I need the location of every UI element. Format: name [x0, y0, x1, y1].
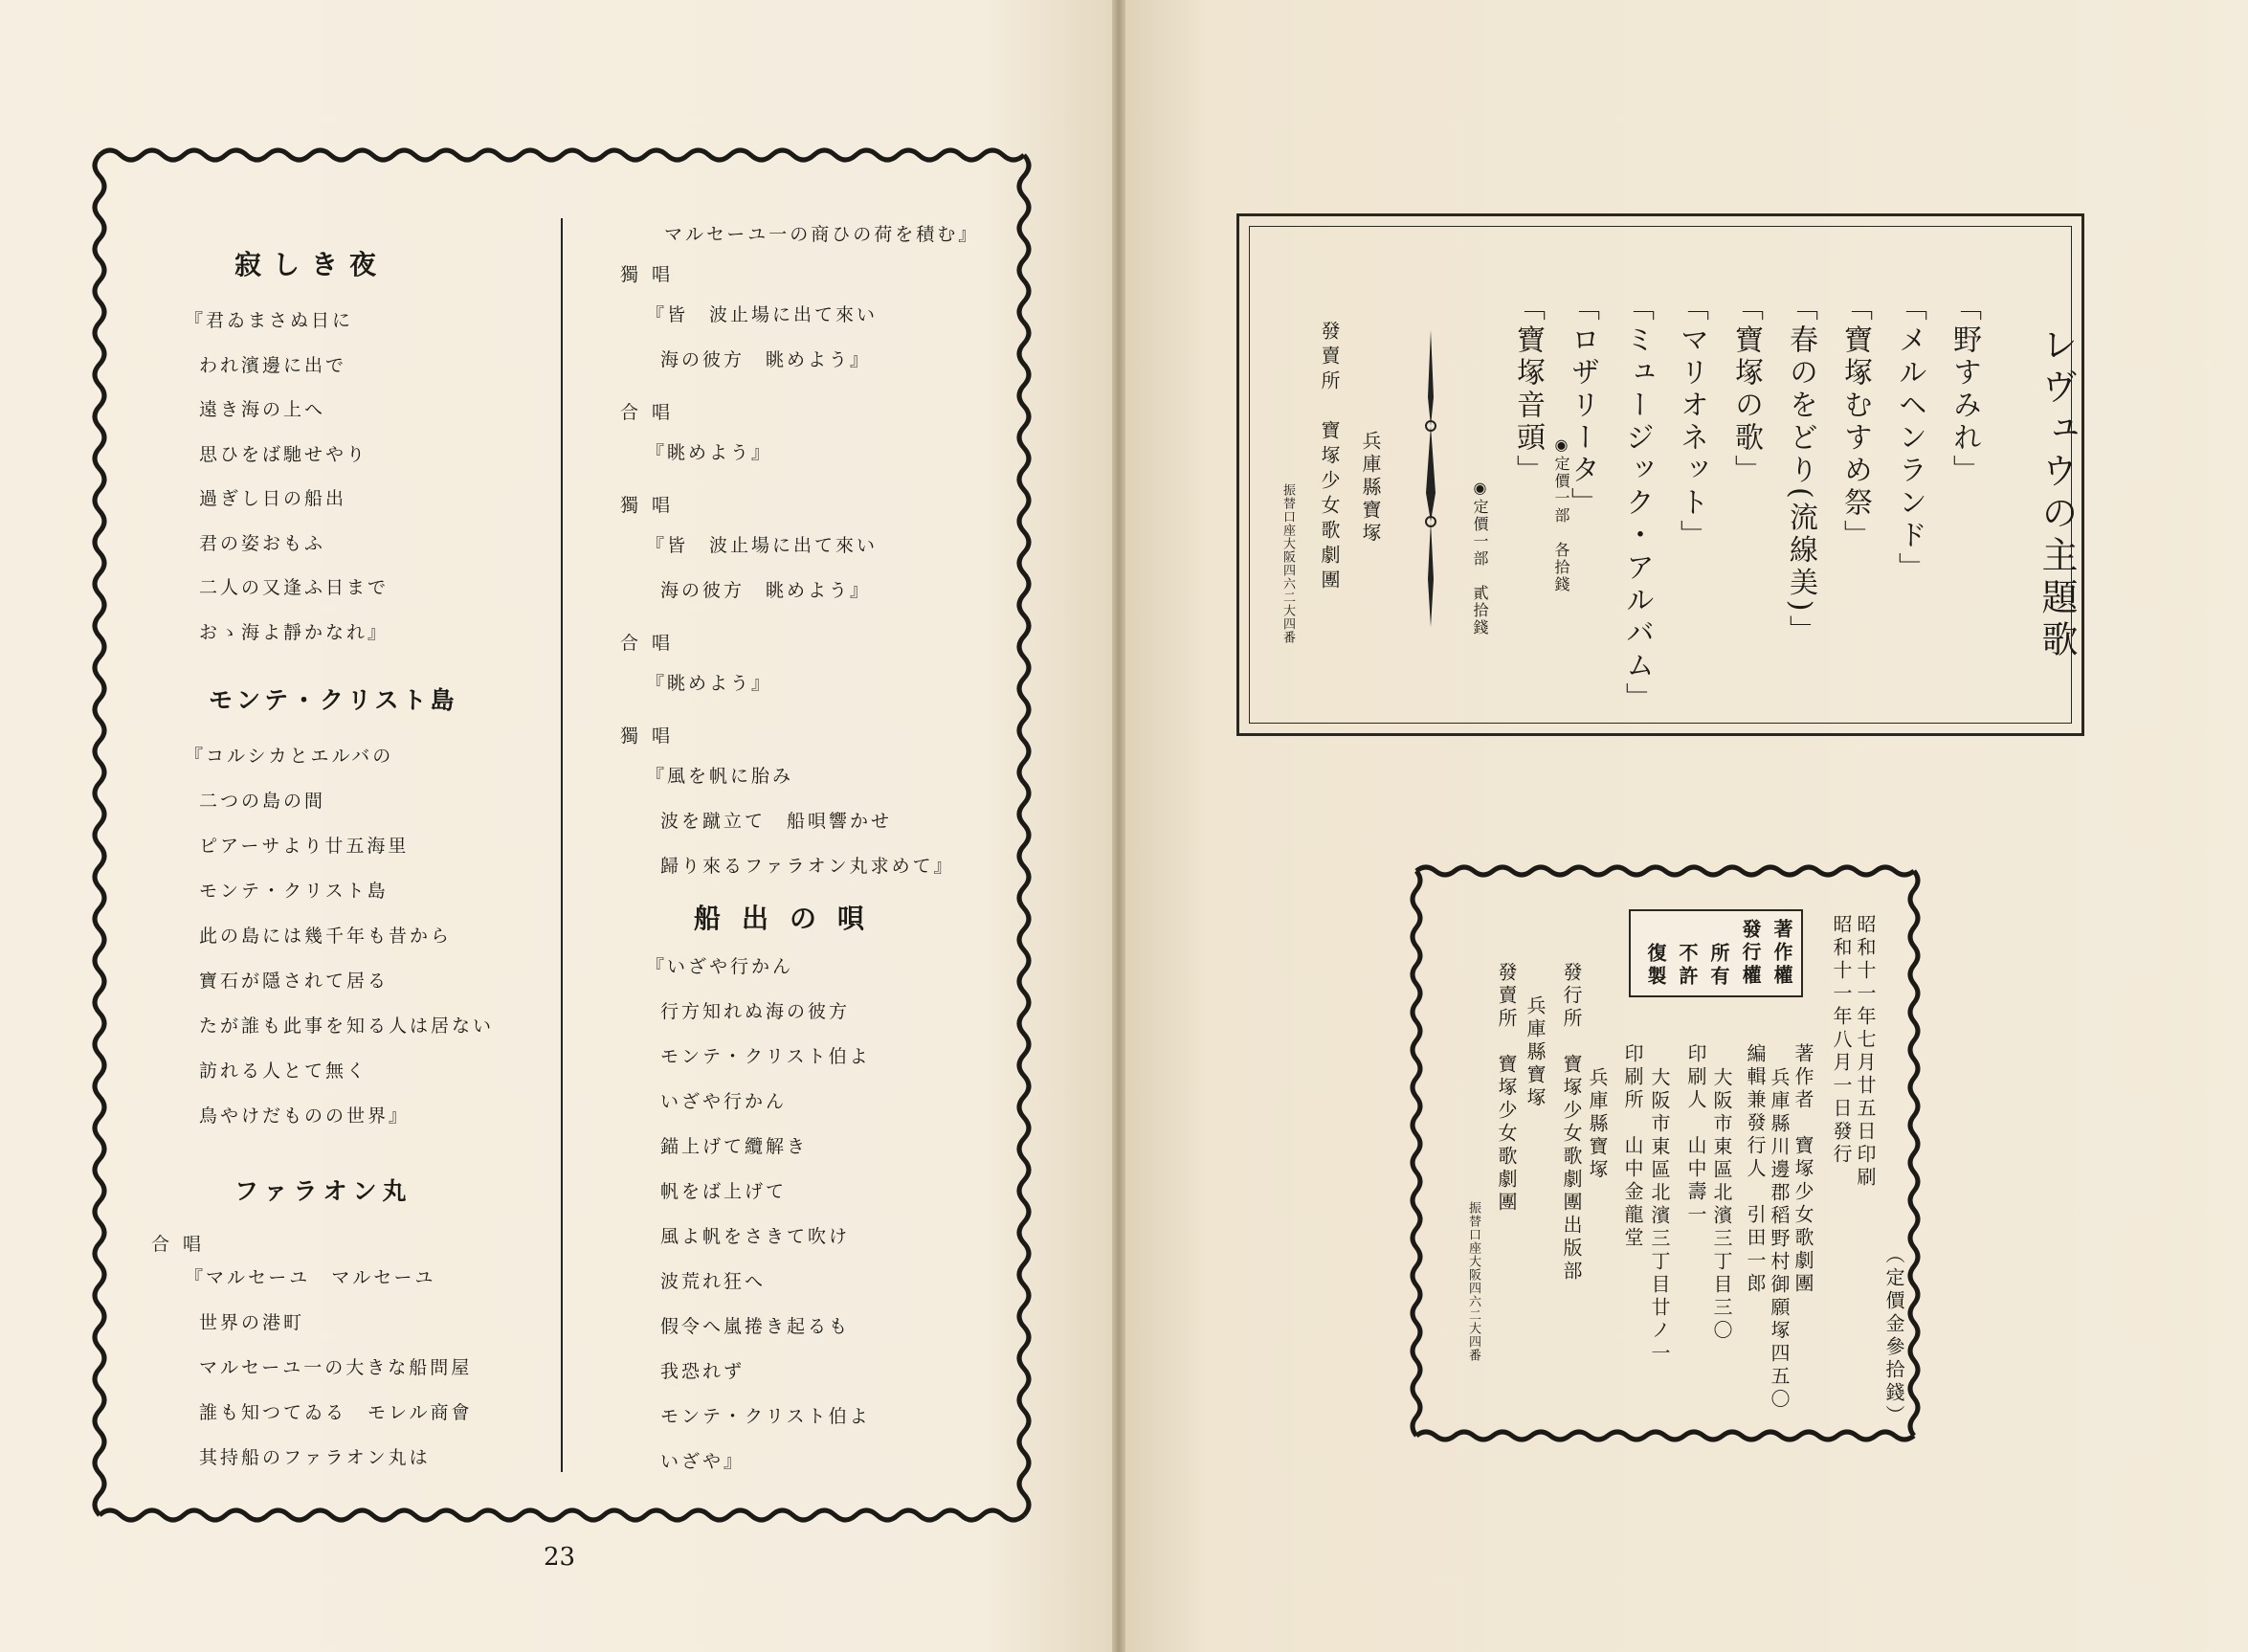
lyric-line: 錨上げて纜解き [660, 1136, 809, 1157]
lyric-line: 君の姿おもふ [199, 532, 326, 554]
lyric-line: 海の彼方 眺めよう』 [660, 580, 872, 601]
book-gutter [1112, 0, 1125, 1652]
lyric-line: ピアーサより廿五海里 [199, 836, 410, 857]
lyric-line: 過ぎし日の船出 [199, 488, 347, 509]
theme-song-title: 「マリオネット」 [1675, 292, 1708, 552]
theme-song-heading: レヴュウの主題歌 [2036, 325, 2078, 662]
price-each: ◉定價一部 各拾錢 [1552, 435, 1570, 593]
colophon-printer-addr: 大阪市東區北濱三丁目三〇 [1710, 1067, 1733, 1343]
lyric-line: われ濱邊に出で [199, 354, 347, 376]
theme-publisher-place: 兵庫縣寶塚 [1359, 431, 1382, 546]
lyric-line: 『眺めよう』 [646, 673, 773, 694]
part-label: 獨唱 [620, 264, 684, 285]
lyric-line: 『風を帆に胎み [646, 766, 794, 787]
colophon-editor-addr: 兵庫縣川邊郡稻野村御願塚四五〇 [1768, 1067, 1791, 1412]
price-ondo: ◉定價一部 貳拾錢 [1471, 479, 1489, 636]
colophon-publishing: 發行所 寶塚少女歌劇團出版部 [1560, 962, 1583, 1284]
lyric-line: 其持船のファラオン丸は [199, 1447, 431, 1468]
lyric-line: 波を蹴立て 船唄響かせ [660, 811, 893, 832]
part-label: 獨唱 [620, 495, 684, 516]
theme-song-title: 「春のをどり(流線美)」 [1784, 292, 1817, 648]
lyric-line: 『眺めよう』 [646, 442, 773, 463]
song-title-pharaon-maru: ファラオン丸 [234, 1177, 412, 1205]
lyric-line: いざや行かん [660, 1091, 788, 1112]
lyric-line: 波荒れ狂へ [660, 1271, 767, 1292]
lyric-line: マルセーユ一の大きな船問屋 [199, 1357, 473, 1378]
colophon-print-shop-addr: 大阪市東區北濱三丁目廿ノ一 [1648, 1067, 1671, 1366]
theme-song-title: 「ロザリータ」 [1566, 292, 1599, 520]
lyric-line: モンテ・クリスト島 [199, 881, 389, 902]
lyric-line: 風よ帆をさきて吹け [660, 1226, 851, 1247]
colophon-author: 著作者 寶塚少女歌劇團 [1792, 1043, 1814, 1296]
continued-line: マルセーユ一の商ひの荷を積む』 [664, 224, 980, 245]
rights-notice: 復製 [1644, 943, 1667, 989]
theme-song-title: 「寶塚むすめ祭」 [1838, 292, 1872, 552]
colophon-seller: 發賣所 寶塚少女歌劇團 [1495, 962, 1518, 1215]
theme-song-title: 「メルヘンランド」 [1893, 292, 1926, 585]
lyric-line: モンテ・クリスト伯よ [660, 1406, 871, 1427]
colophon-account: 振替口座大阪四六二大四番 [1466, 1201, 1480, 1362]
colophon-printer: 印刷人 山中壽一 [1684, 1043, 1707, 1227]
theme-account: 振替口座大阪四六二大四番 [1280, 483, 1295, 644]
part-label: 合唱 [620, 633, 684, 654]
lyric-line: 海の彼方 眺めよう』 [660, 349, 872, 370]
lyric-line: 歸り來るファラオン丸求めて』 [660, 856, 955, 877]
rights-notice: 不許 [1676, 943, 1699, 989]
theme-song-title: 「寶塚の歌」 [1729, 292, 1763, 487]
lyric-line: 遠き海の上へ [199, 399, 326, 420]
lyric-line: 『マルセーユ マルセーユ [185, 1267, 436, 1288]
part-label: 合唱 [620, 402, 684, 423]
lyric-line: いざや』 [660, 1451, 746, 1472]
song-title-funade-no-uta: 船出の唄 [694, 903, 886, 934]
lyric-line: 訪れる人とて無く [199, 1060, 368, 1082]
colophon-seller-place: 兵庫縣寶塚 [1524, 995, 1547, 1110]
lyric-line: 誰も知つてゐる モレル商會 [199, 1402, 473, 1423]
page-number: 23 [544, 1543, 576, 1572]
ornament-divider [1412, 330, 1450, 627]
lyric-line: 帆をば上げて [660, 1181, 788, 1202]
theme-song-title: 「寶塚音頭」 [1511, 292, 1545, 487]
lyric-line: 我恐れず [660, 1361, 746, 1382]
colophon-print-shop: 印刷所 山中金龍堂 [1621, 1043, 1644, 1250]
lyric-line: 寶石が隱されて居る [199, 971, 390, 992]
lyric-line: 二人の又逢ふ日まで [199, 577, 390, 598]
lyric-line: 假令へ嵐捲き起るも [660, 1316, 851, 1337]
rights-notice: 發行權 [1739, 919, 1762, 988]
lyric-line: たが誰も此事を知る人は居ない [199, 1016, 495, 1037]
theme-publisher: 發賣所 寶塚少女歌劇團 [1318, 321, 1341, 594]
lyric-line: 行方知れぬ海の彼方 [660, 1001, 851, 1022]
lyric-line: 『皆 波止場に出て來い [646, 304, 879, 325]
theme-song-title: 「ミュージック・アルバム」 [1620, 292, 1654, 715]
song-title-sabishiki-yoru: 寂しき夜 [234, 249, 389, 280]
rights-notice: 所有 [1707, 943, 1730, 989]
colophon-issued: 昭和十一年八月一日發行 [1830, 914, 1853, 1167]
theme-song-title: 「野すみれ」 [1948, 292, 1981, 487]
part-label-chorus: 合唱 [151, 1234, 215, 1255]
colophon-price: （定價金參拾錢） [1882, 1244, 1905, 1428]
lyric-line: 『皆 波止場に出て來い [646, 535, 879, 556]
rights-notice: 著作權 [1770, 919, 1793, 988]
song-title-monte-cristo-island: モンテ・クリスト島 [209, 686, 458, 714]
part-label: 獨唱 [620, 726, 684, 747]
lyric-line: 思ひをば馳せやり [199, 443, 368, 465]
lyric-line: おゝ海よ靜かなれ』 [199, 621, 390, 643]
column-divider [561, 218, 563, 1472]
lyric-line: 二つの島の間 [199, 791, 326, 812]
lyric-line: 此の島には幾千年も昔から [199, 926, 453, 947]
lyric-line: 鳥やけだものの世界』 [199, 1105, 411, 1127]
lyric-line: 世界の港町 [199, 1312, 305, 1333]
colophon-publisher-place: 兵庫縣寶塚 [1586, 1067, 1609, 1182]
lyric-line: 『君ゐまさぬ日に [185, 310, 354, 331]
lyric-line: 『いざや行かん [646, 956, 794, 977]
lyric-line: モンテ・クリスト伯よ [660, 1046, 871, 1067]
lyric-line: 『コルシカとエルバの [185, 746, 394, 767]
colophon-printed: 昭和十一年七月廿五日印刷 [1854, 914, 1877, 1190]
colophon-editor: 編輯兼發行人 引田一郎 [1744, 1043, 1767, 1296]
